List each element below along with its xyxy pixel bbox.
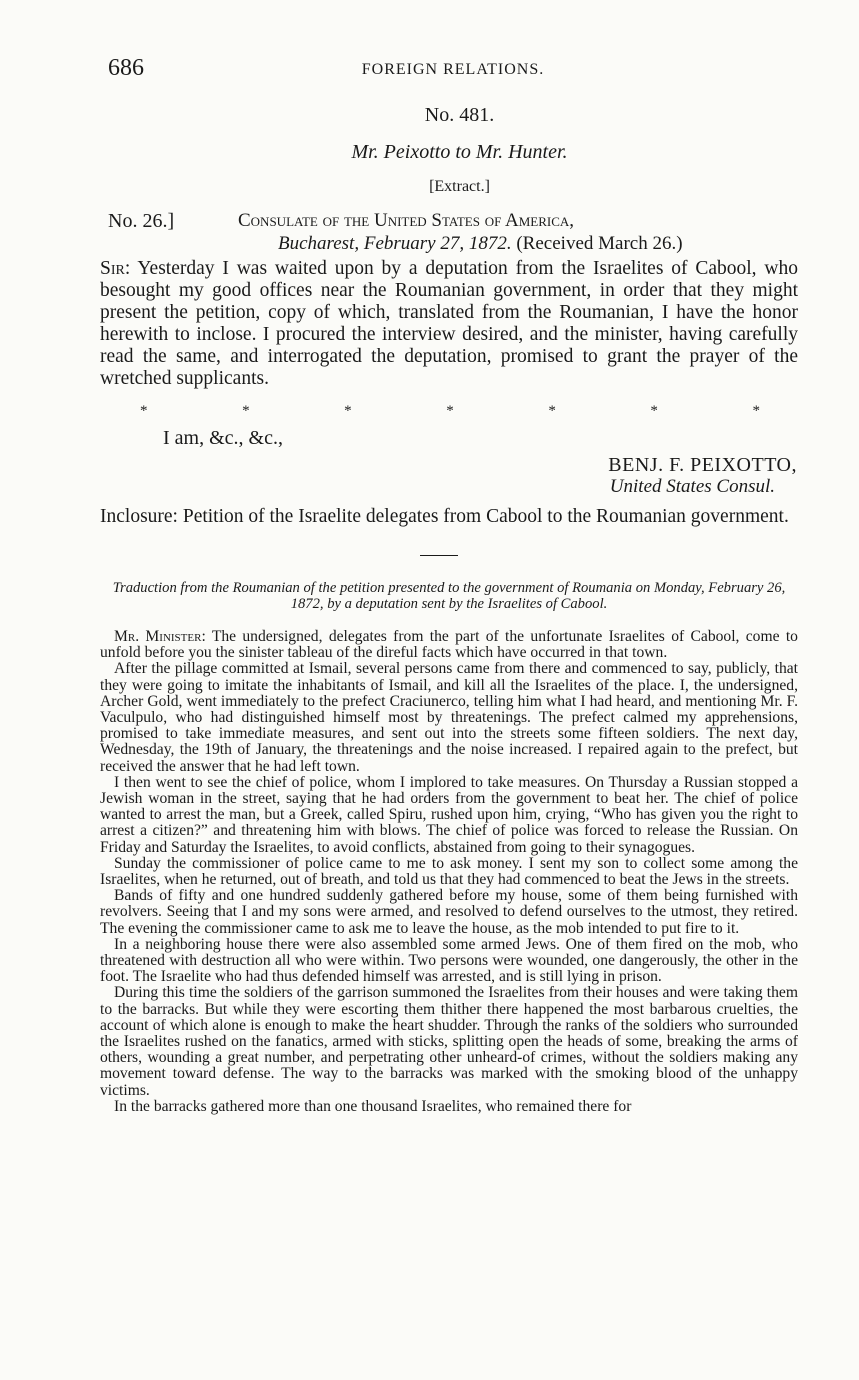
ellipsis-stars	[140, 403, 760, 420]
document-number: No. 481.	[424, 104, 495, 126]
petition-paragraph: After the pillage committed at Ismail, several persons came from there and commenced to say, publicly, that they were going to imitate the inhabitants of Ismail, and kill all the Israelites of the place. I, the undersigned, Archer Gold, went immediately to the prefect Craciunerco, telling him what I had heard, and mentioning Mr. F. Vaculpulo, who had distinguished himself most by threatenings. The prefect calmed my apprehensions, promised to take immediate measures, and sent out into the streets some fifteen soldiers. The next day, Wednesday, the 19th of January, the threatenings and the noise increased. I repaired again to the prefect, but received the answer that he had left town.	[100, 660, 798, 775]
star: *	[752, 403, 760, 419]
petition-paragraph: I then went to see the chief of police, whom I implored to take measures. On Thursday a Russian stopped a Jewish woman in the street, saying that he had orders from the government to beat her. The chief of police wanted to arrest the man, but a Greek, called Spiru, rushed upon him, crying, “Who has given you the right to arrest a citizen?” and threatening him with blows. The chief of police was forced to release the Russian. On Friday and Saturday the Israelites, to avoid conflicts, abstained from going to their synagogues.	[100, 773, 798, 856]
running-head: FOREIGN RELATIONS.	[361, 61, 545, 78]
page-number: 686	[108, 55, 144, 81]
reference-number: No. 26.]	[108, 210, 175, 232]
consulate-heading: Consulate of the United States of America,	[238, 210, 575, 231]
received-date: (Received March 26.)	[516, 233, 683, 254]
petition-paragraph	[100, 629, 798, 661]
petition-paragraph: Sunday the commissioner of police came to me to ask money. I sent my son to collect some among the Israelites, when he returned, out of breath, and told us that they had commenced to beat the Jews in the streets.	[100, 854, 798, 889]
letter-text: Yesterday I was waited upon by a deputation from the Israelites of Cabool, who besought my good offices near the Roumanian government, in order that they might present the petition, copy of which, translated from the Roumanian, I have the honor herewith to inclose. I procured the interview desired, and the minister, having carefully read the same, and interrogated the deputation, promised to grant the prayer of the wretched supplicants.	[100, 258, 798, 389]
star: *	[242, 403, 250, 419]
petition-paragraph: Bands of fifty and one hundred suddenly gathered before my house, some of them being furnished with revolvers. Seeing that I and my sons were armed, and resolved to defend ourselves to the utmost, they retired. The evening the commissioner came to ask me to leave the house, as the mob intended to put fire to it.	[100, 887, 798, 937]
petition-paragraph: In a neighboring house there were also assembled some armed Jews. One of them fired on the mob, who threatened with destruction all who were within. Two persons were wounded, one dangerously, the other in the foot. The Israelite who had thus defended himself was arrested, and is still lying in prison.	[100, 935, 798, 986]
page-header	[108, 55, 798, 85]
letter-closing: I am, &c., &c.,	[163, 427, 283, 449]
inclosure-note: Inclosure: Petition of the Israelite delegates from Cabool to the Roumanian government.	[100, 506, 789, 527]
letter-body	[100, 258, 798, 390]
star: *	[446, 403, 454, 419]
section-divider	[420, 555, 458, 556]
petition-paragraph: During this time the soldiers of the garrison summoned the Israelites from their houses and were taking them to the barracks. But while they were escorting them thither there happened the most barbarous cruelties, the account of which alone is enough to make the heart shudder. Through the ranks of the soldiers who surrounded the Israelites rushed on the fanatics, armed with sticks, splitting open the heads of some, breaking the arms of others, wounding a great number, and perpetrating other unheard-of crimes, without the soldiers making any movement toward defense. The way to the barracks was marked with the smoking blood of the unhappy victims.	[100, 984, 798, 1099]
signer-name: BENJ. F. PEIXOTTO,	[608, 454, 797, 476]
signer-title: United States Consul.	[609, 476, 775, 497]
star: *	[650, 403, 658, 419]
star: *	[140, 403, 148, 419]
petition-text	[100, 629, 798, 1115]
document-title: Mr. Peixotto to Mr. Hunter.	[351, 141, 568, 163]
extract-note: [Extract.]	[429, 178, 490, 195]
petition-salutation: Mr. Minister:	[114, 628, 206, 645]
star: *	[548, 403, 556, 419]
translation-heading: Traduction from the Roumanian of the petition presented to the government of Roumania on Monday, February 26, 1872, by a deputation sent by the Israelites of Cabool.	[112, 580, 786, 612]
star: *	[344, 403, 352, 419]
letter-salutation: Sir:	[100, 258, 131, 279]
petition-paragraph: In the barracks gathered more than one thousand Israelites, who remained there for	[114, 1097, 632, 1115]
paragraph-text: The undersigned, delegates from the part of the unfortunate Israelites of Cabool, come to unfold before you the sinister tableau of the direful facts which have occurred in that town.	[100, 628, 798, 662]
place-date: Bucharest, February 27, 1872.	[278, 233, 512, 254]
dateline	[278, 233, 683, 255]
